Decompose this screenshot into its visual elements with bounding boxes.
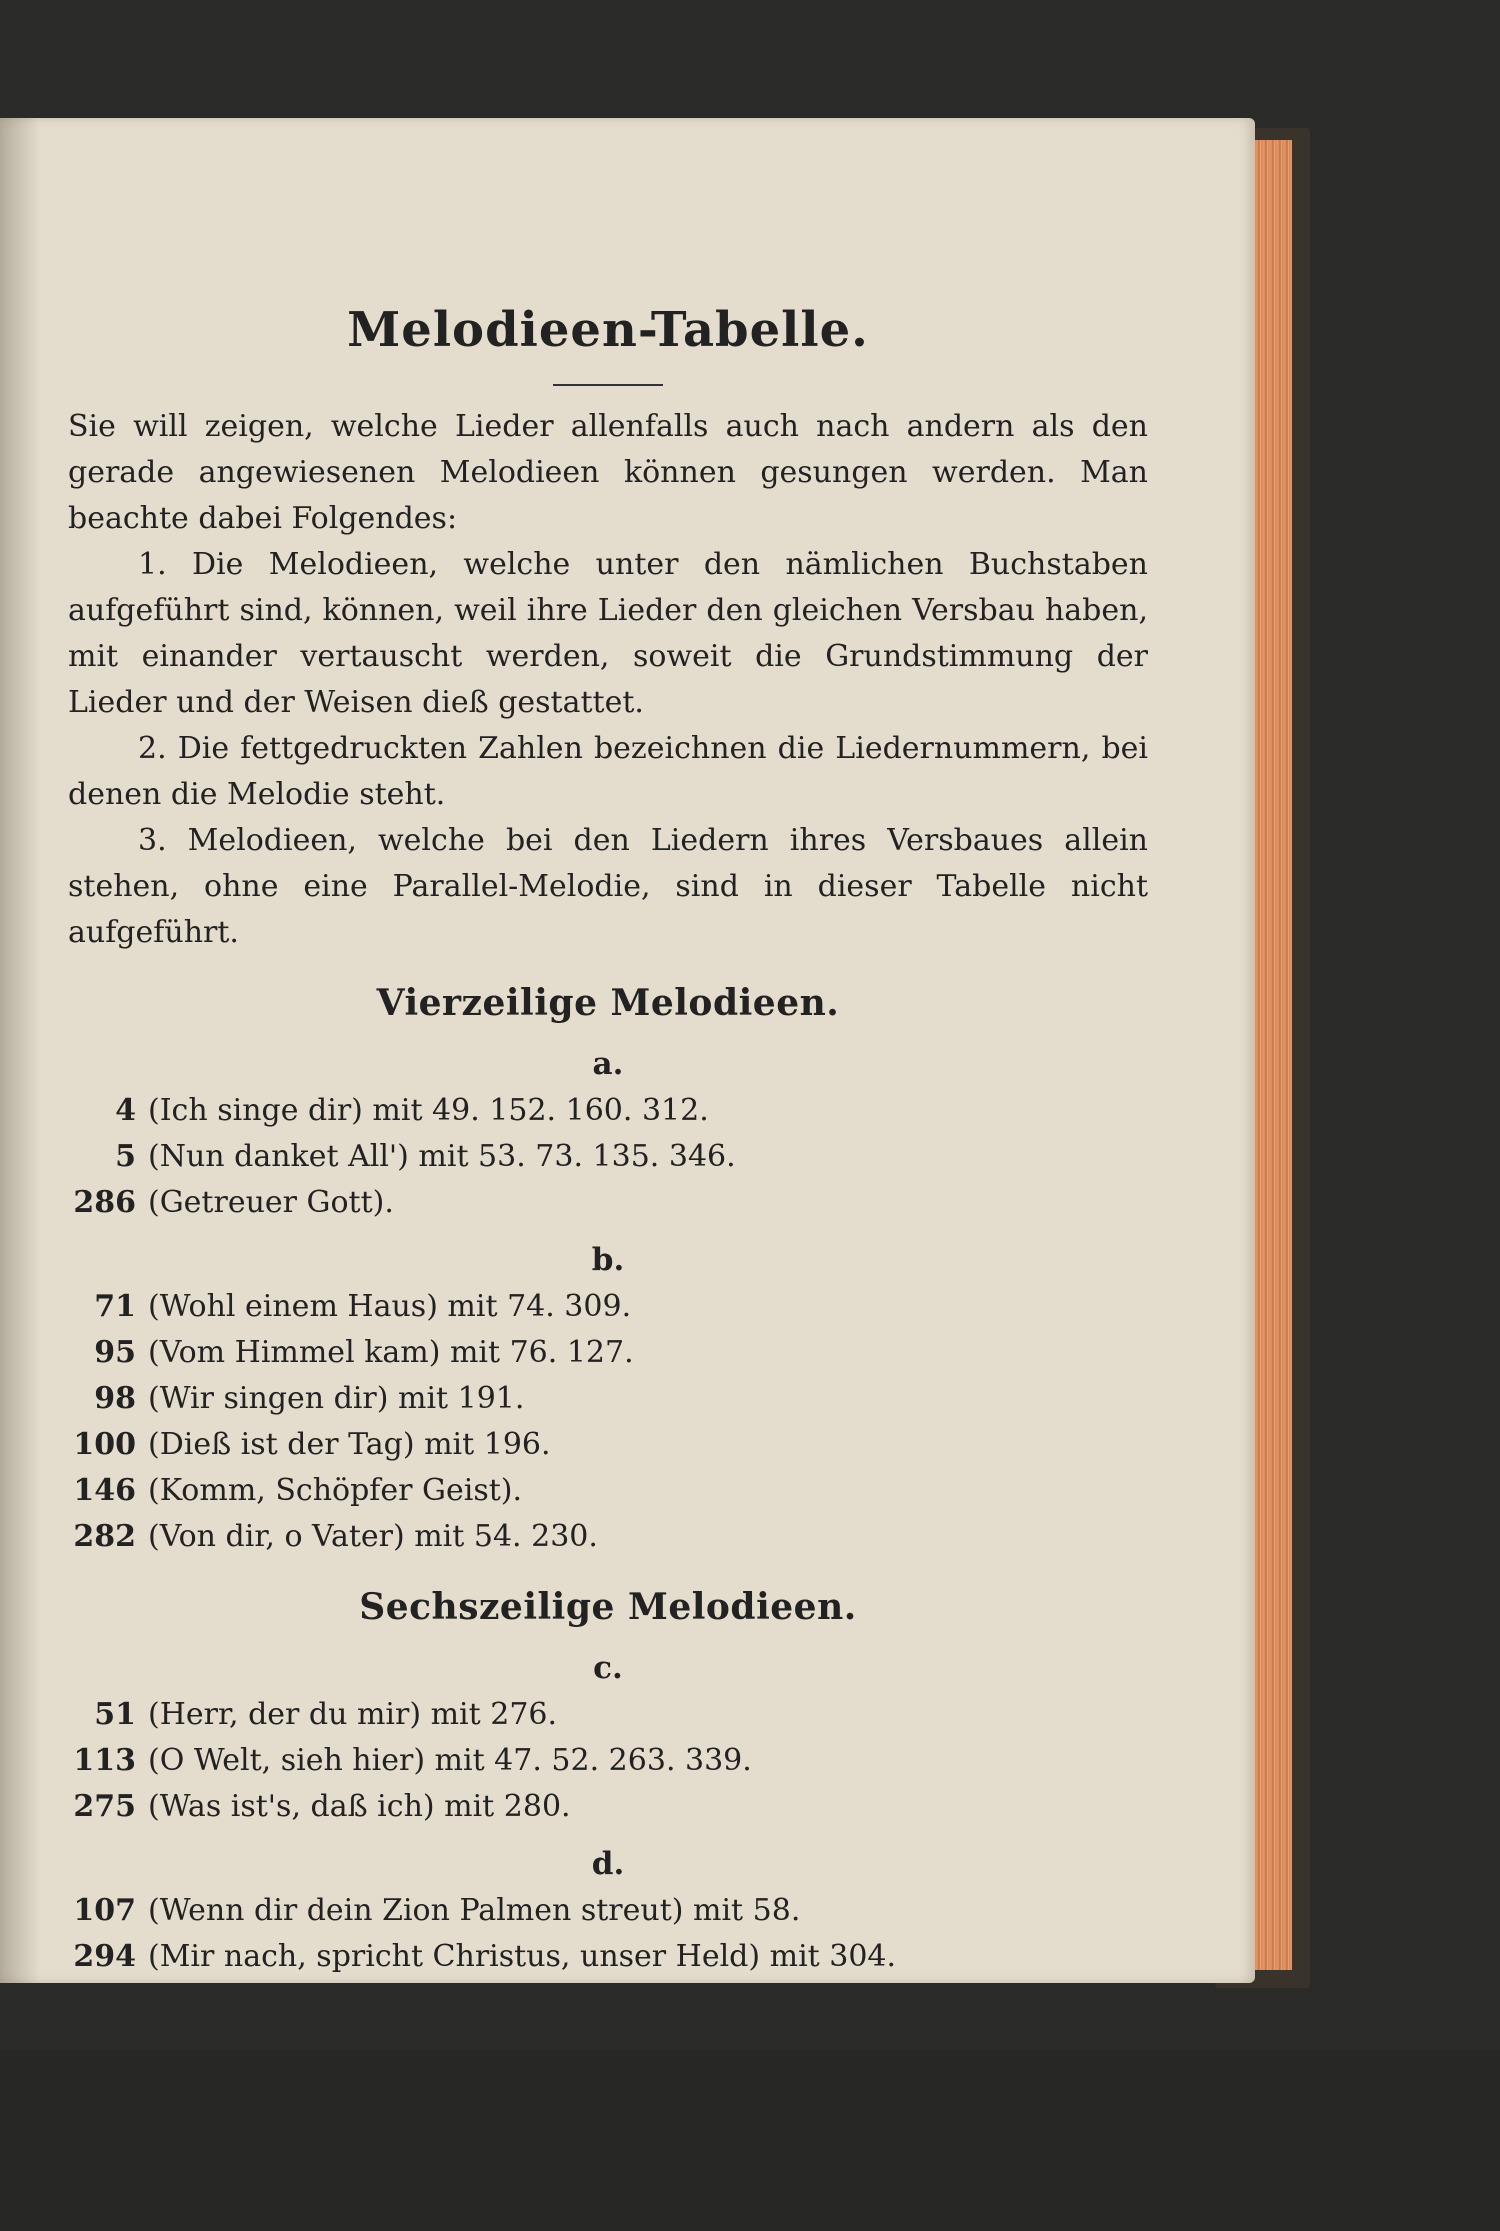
entry-number: 275 <box>73 1789 136 1824</box>
spine-shadow <box>0 118 40 1983</box>
entry-text: (Von dir, o Vater) mit 54. 230. <box>148 1519 598 1554</box>
rule-1-paragraph: 1. Die Melodieen, welche unter den nämlichen Buchstaben aufgeführt sind, können, weil ihre Lieder den gleichen Versbau haben, mit einander vertauscht werden, soweit die Grundstimmung der Lieder und der Weisen dieß gestattet. <box>68 547 1148 720</box>
melody-entry <box>68 1134 1148 1180</box>
intro-paragraph: Sie will zeigen, welche Lieder allenfalls auch nach andern als den gerade angewiesenen Melodieen können gesungen werden. Man beachte dabei Folgendes: <box>68 409 1148 536</box>
entry-text: (Ich singe dir) mit 49. 152. 160. 312. <box>148 1093 709 1128</box>
entry-number: 100 <box>73 1427 136 1462</box>
entry-number: 113 <box>73 1743 136 1778</box>
entry-text: (Nun danket All') mit 53. 73. 135. 346. <box>148 1139 736 1174</box>
entry-text: (Dieß ist der Tag) mit 196. <box>148 1427 551 1462</box>
entry-number: 5 <box>115 1139 136 1174</box>
melody-entry <box>68 1180 1148 1226</box>
entry-number: 146 <box>73 1473 136 1508</box>
entry-number: 95 <box>94 1335 136 1370</box>
entry-text: (Wohl einem Haus) mit 74. 309. <box>148 1289 632 1324</box>
entry-number: 286 <box>73 1185 136 1220</box>
entry-number: 51 <box>94 1697 136 1732</box>
entry-number: 71 <box>94 1289 136 1324</box>
group-letter-c: c. <box>593 1650 623 1686</box>
section-title-vierzeilige: Vierzeilige Melodieen. <box>376 982 840 1024</box>
group-letter-a: a. <box>592 1046 624 1082</box>
melody-entry <box>68 1784 1148 1830</box>
rule-3-paragraph: 3. Melodieen, welche bei den Liedern ihres Versbaues allein stehen, ohne eine Parallel-Melodie, sind in dieser Tabelle nicht aufgeführt. <box>68 823 1148 950</box>
group-letter-b: b. <box>591 1242 625 1278</box>
entry-text: (Wenn dir dein Zion Palmen streut) mit 58. <box>148 1893 801 1928</box>
rule-2-paragraph: 2. Die fettgedruckten Zahlen bezeichnen die Liedernummern, bei denen die Melodie steht. <box>68 731 1148 812</box>
melody-entry <box>68 1330 1148 1376</box>
entry-number: 98 <box>94 1381 136 1416</box>
entry-number: 4 <box>115 1093 136 1128</box>
entry-number: 107 <box>73 1893 136 1928</box>
book-cover-bottom <box>0 2050 1500 2231</box>
melody-entry <box>68 1888 1148 1934</box>
melody-entry <box>68 1738 1148 1784</box>
entry-text: (O Welt, sieh hier) mit 47. 52. 263. 339. <box>148 1743 752 1778</box>
section-title-sechszeilige: Sechszeilige Melodieen. <box>359 1586 857 1628</box>
melody-entry <box>68 1088 1148 1134</box>
melody-entry <box>68 1692 1148 1738</box>
entry-text: (Wir singen dir) mit 191. <box>148 1381 525 1416</box>
melody-entry <box>68 1468 1148 1514</box>
title-rule <box>553 384 663 386</box>
melody-entry <box>68 1284 1148 1330</box>
melody-entry <box>68 1514 1148 1560</box>
melody-entry <box>68 1934 1148 1980</box>
group-letter-d: d. <box>591 1846 625 1882</box>
melody-entry <box>68 1376 1148 1422</box>
entry-text: (Mir nach, spricht Christus, unser Held) mit 304. <box>148 1939 897 1974</box>
entry-text: (Was ist's, daß ich) mit 280. <box>148 1789 571 1824</box>
entry-number: 294 <box>73 1939 136 1974</box>
melody-entry <box>68 1422 1148 1468</box>
entry-number: 282 <box>73 1519 136 1554</box>
entry-text: (Komm, Schöpfer Geist). <box>148 1473 523 1508</box>
page-text <box>68 300 1148 1980</box>
entry-text: (Vom Himmel kam) mit 76. 127. <box>148 1335 634 1370</box>
entry-text: (Herr, der du mir) mit 276. <box>148 1697 558 1732</box>
entry-text: (Getreuer Gott). <box>148 1185 394 1220</box>
page-title: Melodieen-Tabelle. <box>347 302 869 358</box>
